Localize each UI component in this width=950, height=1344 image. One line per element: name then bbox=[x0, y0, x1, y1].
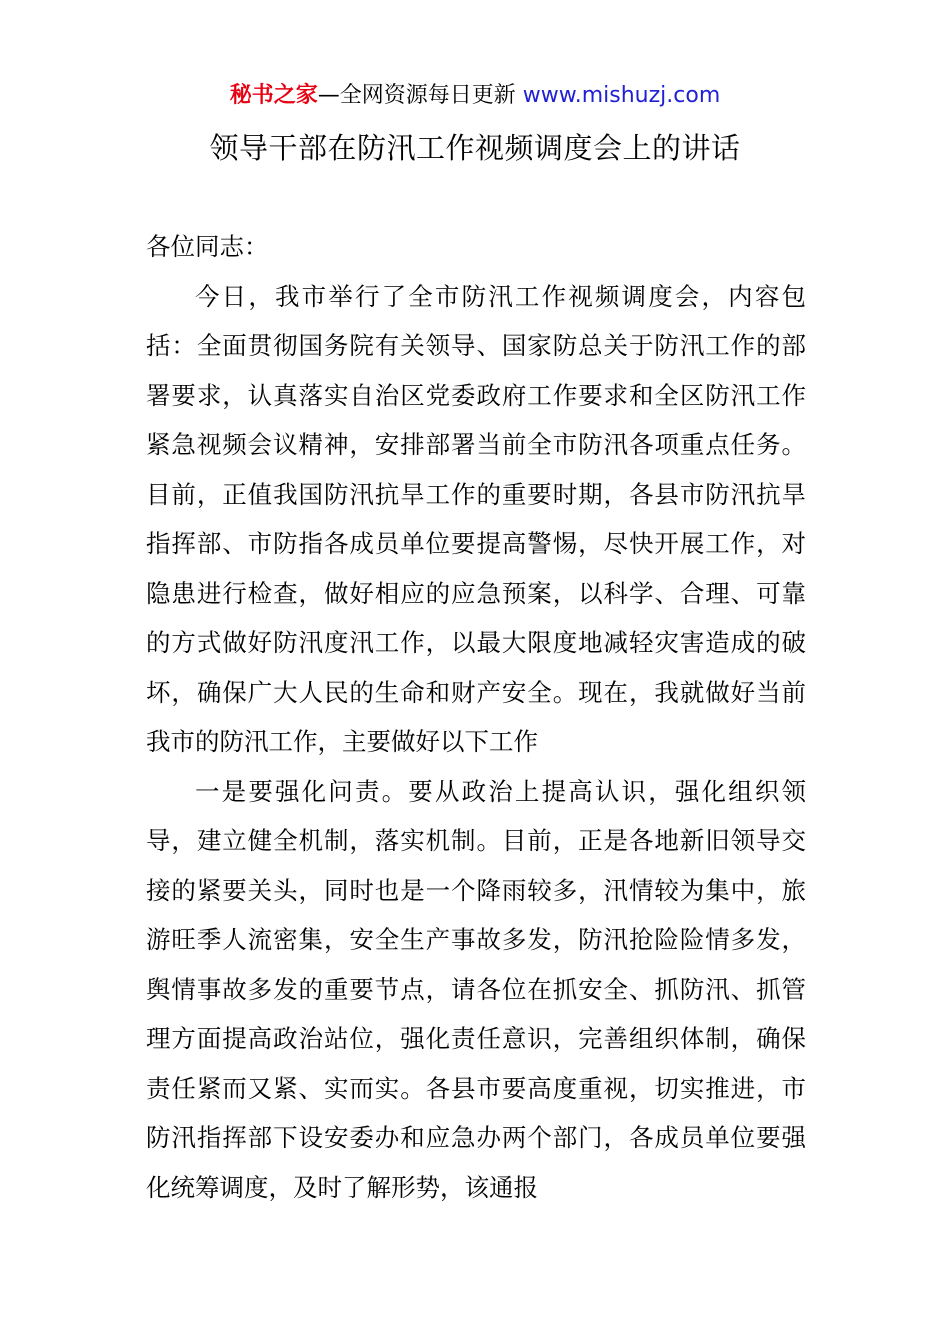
salutation: 各位同志： bbox=[146, 232, 269, 261]
brand-name: 秘书之家 bbox=[229, 83, 318, 108]
paragraph: 今日，我市举行了全市防汛工作视频调度会，内容包括：全面贯彻国务院有关领导、国家防总关于防汛工作的部署要求，认真落实自治区党委政府工作要求和全区防汛工作紧急视频会议精神，安排部署当前全市防汛各项重点任务。目前，正值我国防汛抗旱工作的重要时期，各县市防汛抗旱指挥部、市防指各成员单位要提高警惕，尽快开展工作，对隐患进行检查，做好相应的应急预案，以科学、合理、可靠的方式做好防汛度汛工作，以最大限度地减轻灾害造成的破坏，确保广大人民的生命和财产安全。现在，我就做好当前我市的防汛工作，主要做好以下工作 bbox=[146, 281, 806, 756]
document-title: 领导干部在防汛工作视频调度会上的讲话 bbox=[209, 131, 741, 165]
document-body bbox=[146, 222, 806, 1212]
header-tagline: —全网资源每日更新 bbox=[317, 83, 516, 108]
paragraph: 一是要强化问责。要从政治上提高认识，强化组织领导，建立健全机制，落实机制。目前，正是各地新旧领导交接的紧要关头，同时也是一个降雨较多，汛情较为集中，旅游旺季人流密集，安全生产事故多发，防汛抢险险情多发，舆情事故多发的重要节点，请各位在抓安全、抓防汛、抓管理方面提高政治站位，强化责任意识，完善组织体制，确保责任紧而又紧、实而实。各县市要高度重视，切实推进，市防汛指挥部下设安委办和应急办两个部门，各成员单位要强化统筹调度，及时了解形势，该通报 bbox=[146, 776, 806, 1202]
site-url-link[interactable]: www.mishuzj.com bbox=[515, 83, 721, 108]
site-header bbox=[0, 80, 950, 112]
